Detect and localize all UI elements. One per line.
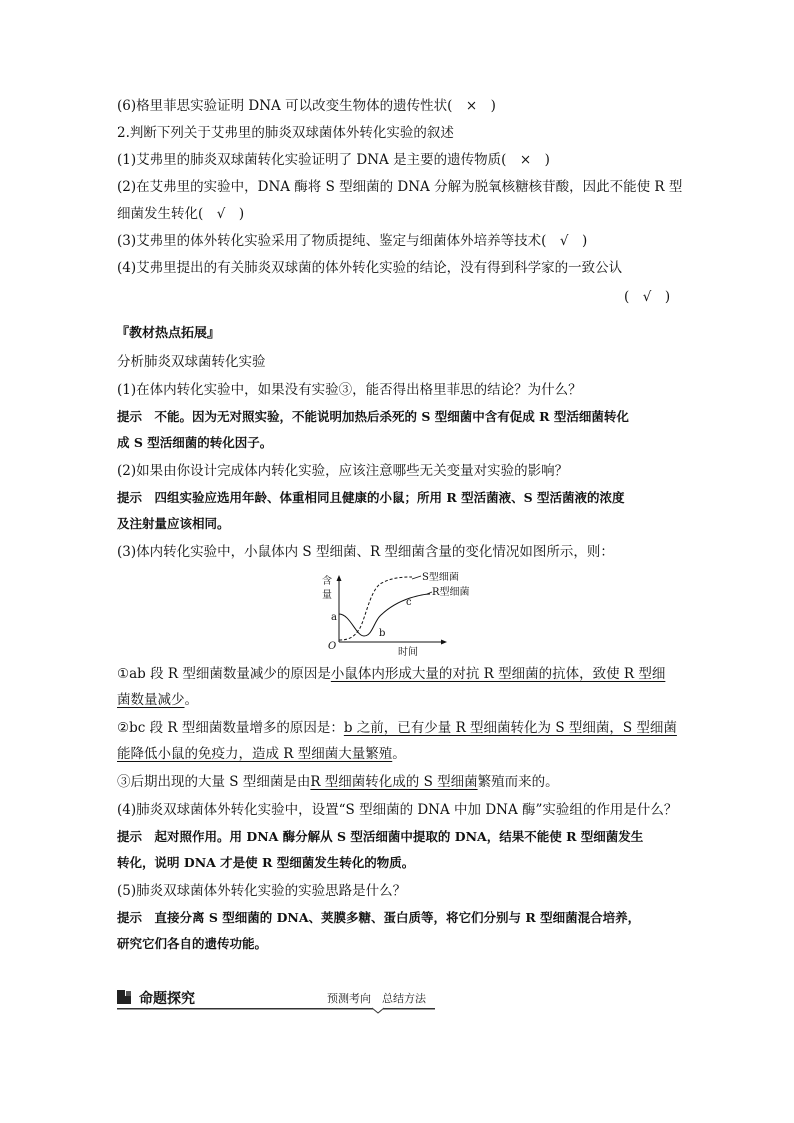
question-3: (3)体内转化实验中，小鼠体内 S 型细菌、R 型细菌含量的变化情况如图所示，则：	[117, 544, 614, 560]
item-4-answer: ( √ )	[624, 289, 671, 305]
item-4: (4)艾弗里提出的有关肺炎双球菌的体外转化实验的结论，没有得到科学家的一致公认	[117, 260, 623, 276]
figure-label-a: a	[331, 612, 337, 623]
figure-ylabel-top: 含	[322, 576, 332, 587]
hint-1-line2: 成 S 型活细菌的转化因子。	[117, 435, 273, 450]
figure-ylabel-bottom: 量	[322, 590, 332, 601]
footer-rule	[117, 1008, 435, 1011]
legend-s-type: S型细菌	[422, 572, 459, 583]
question-1: (1)在体内转化实验中，如果没有实验③，能否得出格里菲思的结论？为什么？	[117, 382, 582, 398]
question-2: 2.判断下列关于艾弗里的肺炎双球菌体外转化实验的叙述	[117, 125, 454, 141]
footer-subtitle: 预测考向 总结方法	[327, 992, 426, 1005]
item-2-line1: (2)在艾弗里的实验中，DNA 酶将 S 型细菌的 DNA 分解为脱氧核糖核苷酸，因此不能使 R 型	[117, 179, 683, 195]
s-leader-line	[412, 576, 421, 579]
s-type-curve	[339, 577, 412, 640]
section-heading: 『教材热点拓展』	[116, 326, 221, 341]
result-2-line1: ②bc 段 R 型细菌数量增多的原因是：b 之前，已有少量 R 型细菌转化为 S 型细菌，S 型细菌	[117, 720, 677, 736]
hint-4-line1: 提示 起对照作用。用 DNA 酶分解从 S 型活细菌中提取的 DNA，结果不能使 R 型细菌发生	[117, 829, 644, 844]
hint-2-line1: 提示 四组实验应选用年龄、体重相同且健康的小鼠；所用 R 型活菌液、S 型活菌液的浓度	[117, 490, 625, 505]
footer-title: 命题探究	[139, 991, 195, 1007]
question-4: (4)肺炎双球菌体外转化实验中，设置“S 型细菌的 DNA 中加 DNA 酶”实验组的作用是什么？	[117, 802, 678, 818]
hint-1-line1: 提示 不能。因为无对照实验，不能说明加热后杀死的 S 型细菌中含有促成 R 型活细菌转化	[117, 409, 629, 424]
result-2-line2: 能降低小鼠的免疫力，造成 R 型细菌大量繁殖。	[117, 746, 406, 762]
result-1-line1: ①ab 段 R 型细菌数量减少的原因是小鼠体内形成大量的对抗 R 型细菌的抗体，致使 R 型细	[117, 666, 666, 682]
bacteria-curve-figure	[320, 572, 490, 662]
hint-2-line2: 及注射量应该相同。	[117, 516, 230, 531]
proposition-section-header	[117, 988, 435, 1014]
figure-x-arrow	[441, 640, 447, 645]
item-6: (6)格里菲思实验证明 DNA 可以改变生物体的遗传性状( × )	[117, 98, 496, 114]
footer-notch-icon	[372, 1006, 384, 1014]
figure-xlabel: 时间	[398, 647, 418, 658]
result-1-line2: 菌数量减少。	[117, 692, 198, 708]
item-2-line2: 细菌发生转化( √ )	[117, 206, 245, 222]
item-1: (1)艾弗里的肺炎双球菌转化实验证明了 DNA 是主要的遗传物质( × )	[117, 152, 550, 168]
hint-5-line2: 研究它们各自的遗传功能。	[117, 936, 268, 951]
hint-5-line1: 提示 直接分离 S 型细菌的 DNA、荚膜多糖、蛋白质等，将它们分别与 R 型细菌混合培养，	[117, 910, 641, 925]
legend-r-type: R型细菌	[432, 587, 470, 598]
question-5: (5)肺炎双球菌体外转化实验的实验思路是什么？	[117, 883, 407, 899]
figure-label-c: c	[406, 597, 412, 608]
section-square-icon	[117, 990, 131, 1004]
question-2b: (2)如果由你设计完成体内转化实验，应该注意哪些无关变量对实验的影响？	[117, 463, 569, 479]
figure-origin: O	[328, 641, 337, 652]
figure-label-b: b	[379, 628, 386, 639]
item-3: (3)艾弗里的体外转化实验采用了物质提纯、鉴定与细菌体外培养等技术( √ )	[117, 233, 588, 249]
topic-title: 分析肺炎双球菌转化实验	[117, 354, 266, 370]
hint-4-line2: 转化，说明 DNA 才是使 R 型细菌发生转化的物质。	[117, 855, 415, 870]
result-3: ③后期出现的大量 S 型细菌是由R 型细菌转化成的 S 型细菌繁殖而来的。	[117, 774, 559, 790]
figure-y-arrow	[337, 575, 342, 581]
